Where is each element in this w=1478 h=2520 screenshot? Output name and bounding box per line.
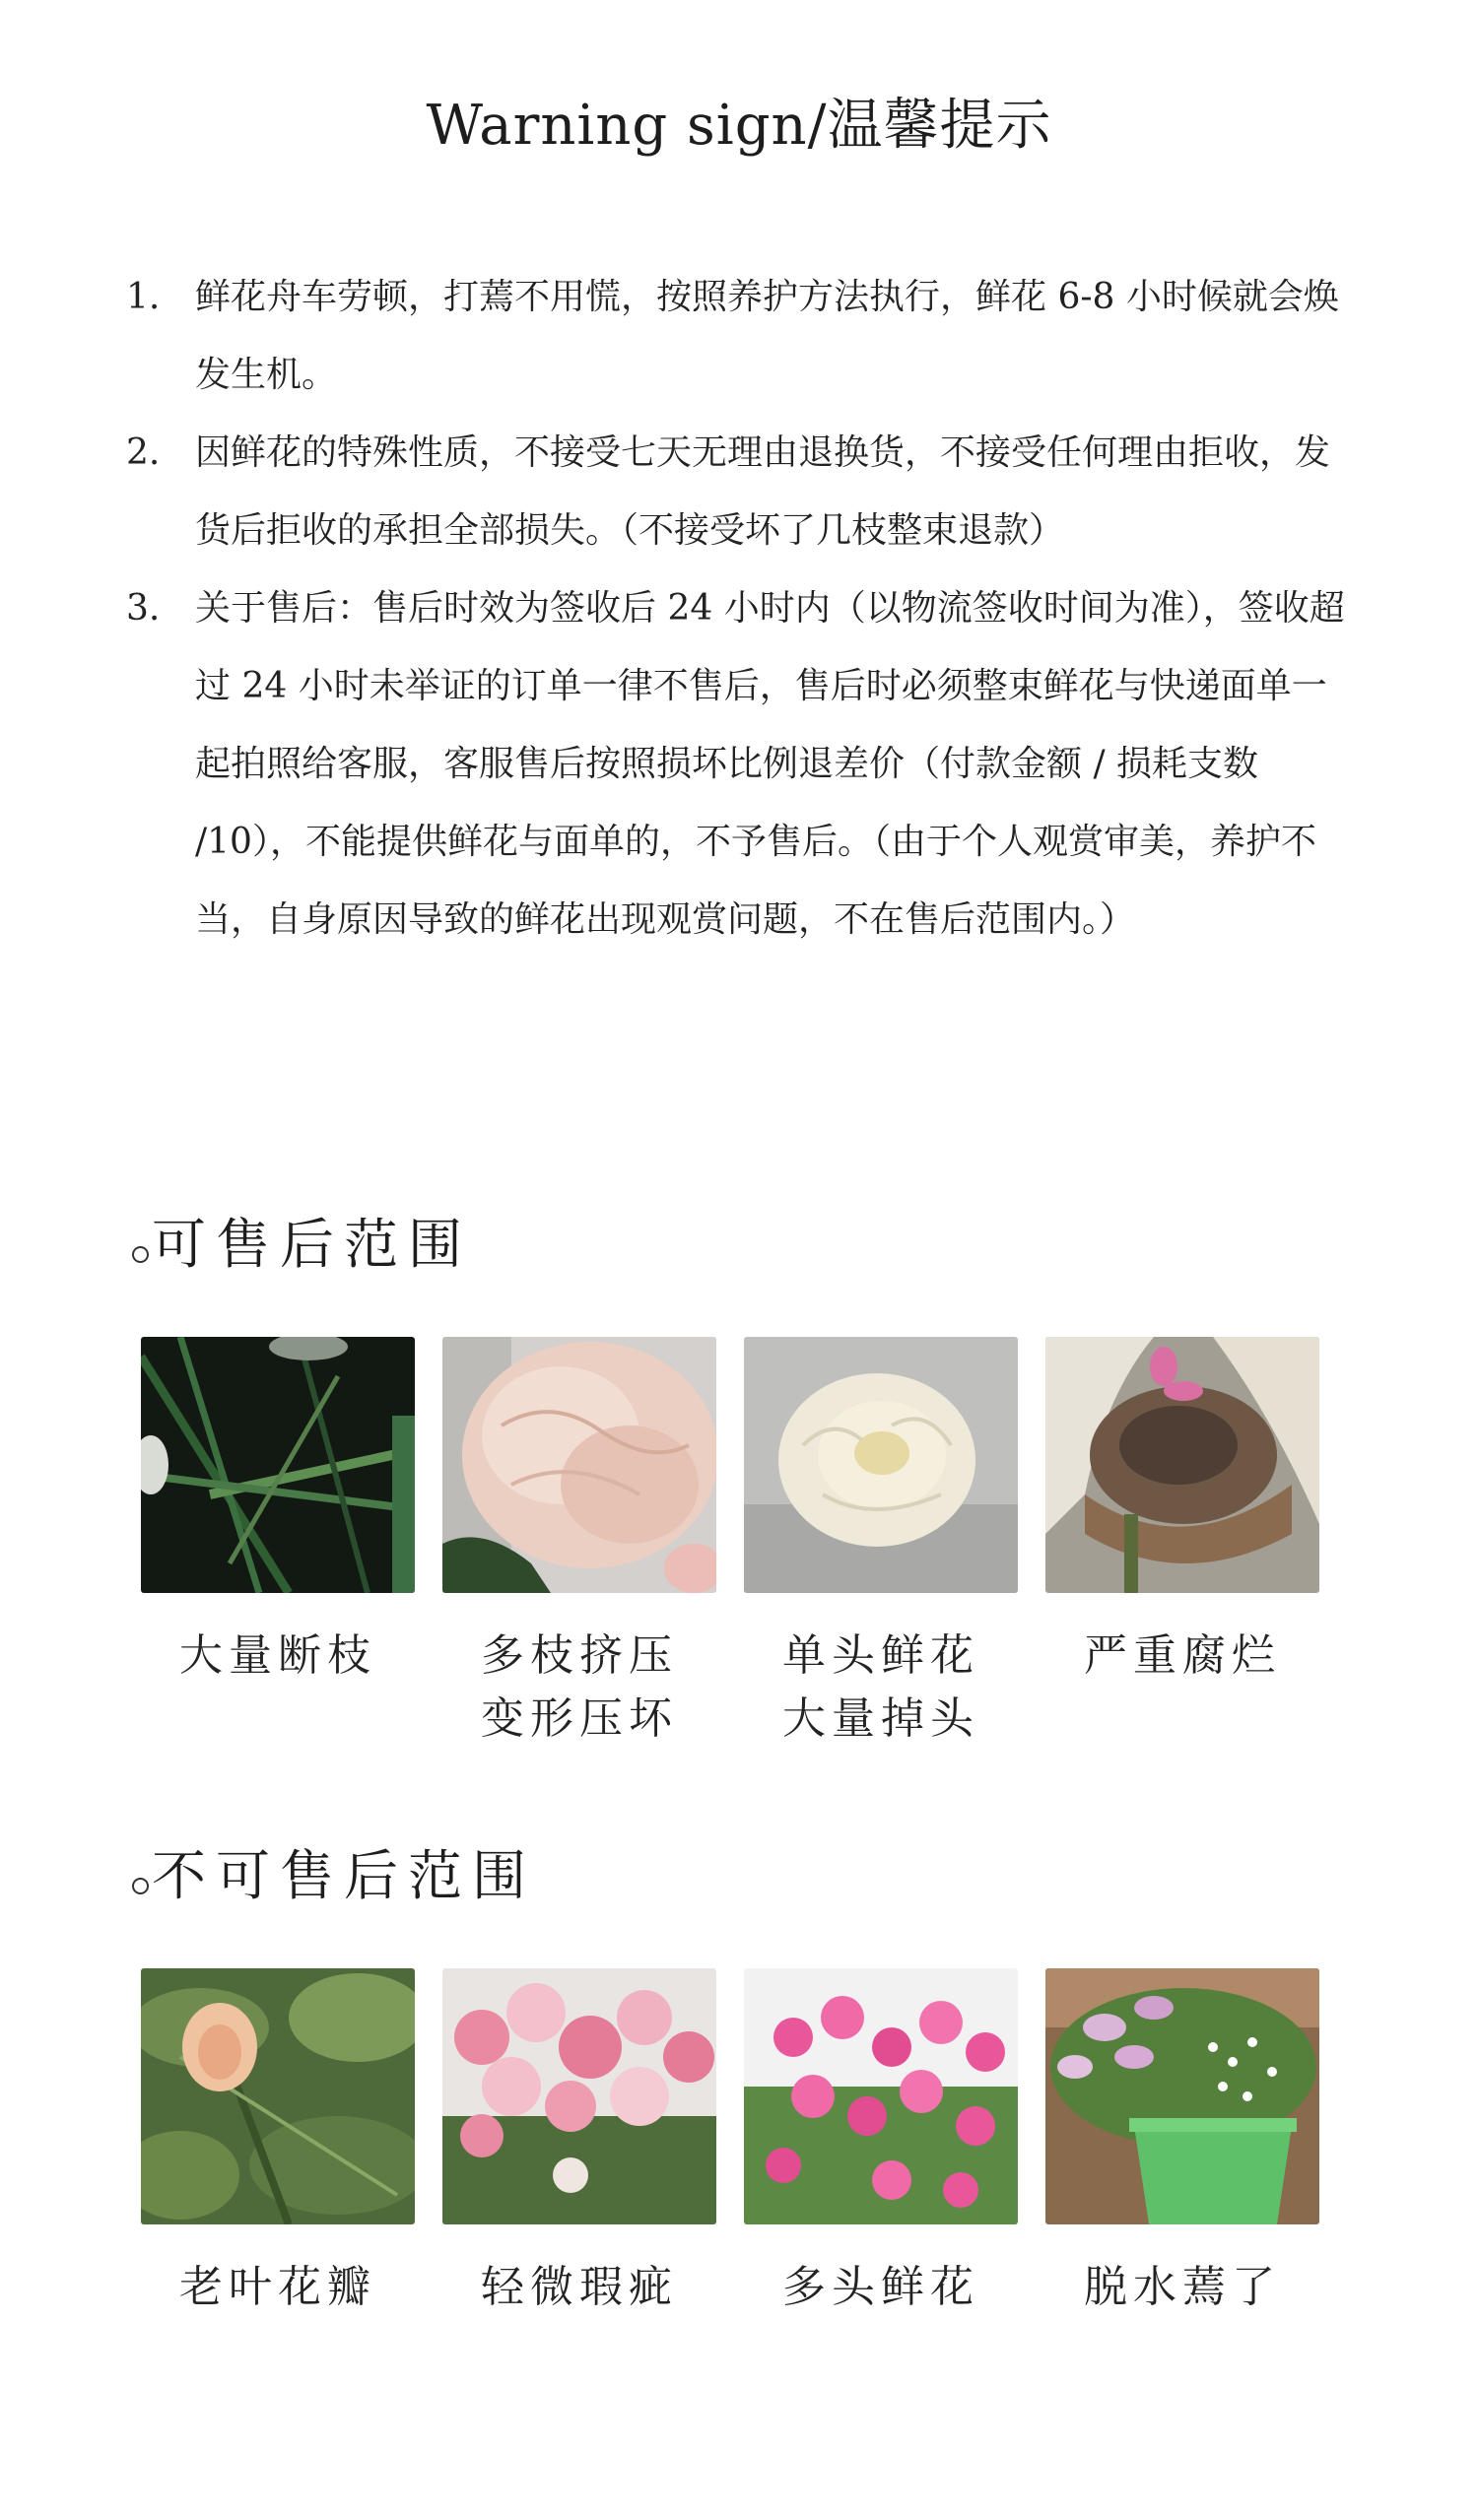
notice-text: 鲜花舟车劳顿，打蔫不用慌，按照养护方法执行，鲜花 6-8 小时候就会焕发生机。: [195, 277, 1339, 395]
case-caption: [1045, 2256, 1319, 2319]
section-heading-not-covered: [132, 1841, 536, 1910]
broken-stems-photo: [141, 1337, 415, 1593]
caption-line: 单头鲜花: [782, 1630, 979, 1681]
dropped-head-photo: [744, 1337, 1018, 1593]
notice-text: 因鲜花的特殊性质，不接受七天无理由退换货，不接受任何理由拒收，发货后拒收的承担全部损失。（不接受坏了几枝整束退款）: [195, 432, 1331, 551]
spray-roses-photo: [744, 1968, 1018, 2224]
caption-line: 大量断枝: [179, 1630, 376, 1681]
case-card: [141, 1968, 415, 2319]
case-caption: [744, 2256, 1018, 2319]
section-heading-text: 不可售后范围: [152, 1844, 537, 1907]
notice-item: [126, 414, 1358, 569]
wilted-bouquet-photo: [1045, 1968, 1319, 2224]
case-card: [744, 1968, 1018, 2319]
caption-line: 多头鲜花: [782, 2262, 979, 2312]
notice-item: [126, 569, 1358, 959]
not-covered-cases-grid: [141, 1968, 1323, 2520]
bullet-icon: [132, 1878, 149, 1894]
case-card: [744, 1337, 1018, 1751]
bullet-icon: [132, 1246, 149, 1263]
notice-text: 关于售后：售后时效为签收后 24 小时内（以物流签收时间为准），签收超过 24 小时未举证的订单一律不售后，售后时必须整束鲜花与快递面单一起拍照给客服，客服售后按照损坏比例退差价（付款金额 / 损耗支数 /10），不能提供鲜花与面单的，不予售后。（由于个人观赏审美，养护不当，自身原因导致的鲜花出现观赏问题，不在售后范围内。）: [195, 588, 1345, 940]
notice-number: 2.: [126, 432, 161, 473]
notice-item: [126, 258, 1358, 414]
case-caption: [141, 1625, 415, 1688]
case-caption: [141, 2256, 415, 2319]
notice-number: 3.: [126, 588, 161, 629]
caption-line: 脱水蔫了: [1084, 2262, 1281, 2312]
case-caption: [1045, 1625, 1319, 1688]
case-card: [442, 1337, 716, 1751]
caption-line: 老叶花瓣: [179, 2262, 376, 2312]
caption-line: 严重腐烂: [1084, 1630, 1281, 1681]
page-title: Warning sign/温馨提示: [426, 94, 1052, 158]
rotten-flower-photo: [1045, 1337, 1319, 1593]
caption-line: 大量掉头: [782, 1693, 979, 1744]
case-card: [442, 1968, 716, 2319]
caption-line: 多枝挤压: [481, 1630, 678, 1681]
case-card: [1045, 1968, 1319, 2319]
section-heading-covered: [132, 1210, 472, 1279]
case-caption: [744, 1625, 1018, 1751]
covered-cases-grid: [141, 1337, 1323, 1889]
case-caption: [442, 1625, 716, 1751]
case-card: [141, 1337, 415, 1688]
notice-list: [126, 258, 1358, 959]
case-caption: [442, 2256, 716, 2319]
case-card: [1045, 1337, 1319, 1688]
crushed-peony-photo: [442, 1337, 716, 1593]
minor-flaw-roses-photo: [442, 1968, 716, 2224]
old-leaf-rose-photo: [141, 1968, 415, 2224]
notice-number: 1.: [126, 277, 161, 317]
section-heading-text: 可售后范围: [152, 1213, 473, 1276]
caption-line: 轻微瑕疵: [481, 2262, 678, 2312]
caption-line: 变形压坏: [481, 1693, 678, 1744]
